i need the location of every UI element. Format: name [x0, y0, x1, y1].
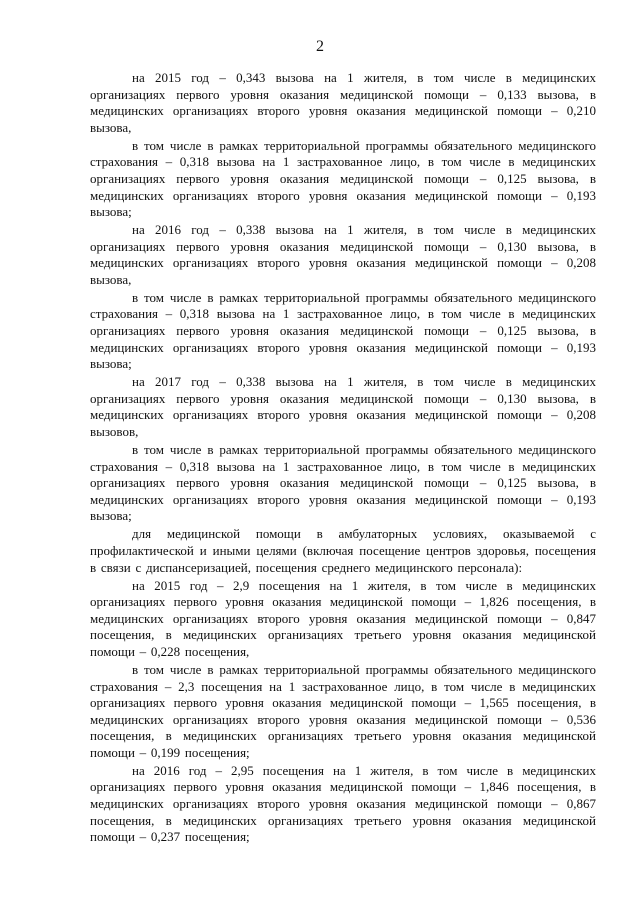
paragraph: на 2016 год – 0,338 вызова на 1 жителя, в том числе в медицинских организациях первого уровня оказания медицинской помощи – 0,130 вызова, в медицинских организациях второго уровня оказания медицинской помощи – 0,208 вызова,	[90, 222, 596, 287]
paragraph: в том числе в рамках территориальной программы обязательного медицинского страхования – 0,318 вызова на 1 застрахованное лицо, в том числе в медицинских организациях первого уровня оказания медицинской помощи – 0,125 вызова, в медицинских организациях второго уровня оказания медицинской помощи – 0,193 вызова;	[90, 137, 596, 220]
page-number: 2	[316, 38, 324, 55]
paragraph: в том числе в рамках территориальной программы обязательного медицинского страхования – 0,318 вызова на 1 застрахованное лицо, в том числе в медицинских организациях первого уровня оказания медицинской помощи – 0,125 вызова, в медицинских организациях второго уровня оказания медицинской помощи – 0,193 вызова;	[90, 442, 596, 524]
paragraph: на 2015 год – 0,343 вызова на 1 жителя, в том числе в медицинских организациях первого уровня оказания медицинской помощи – 0,133 вызова, в медицинских организациях второго уровня оказания медицинской помощи – 0,210 вызова,	[90, 70, 596, 135]
paragraph: в том числе в рамках территориальной программы обязательного медицинского страхования – 2,3 посещения на 1 застрахованное лицо, в том числе в медицинских организациях первого уровня оказания медицинской помощи – 1,565 посещения, в медицинских организациях второго уровня оказания медицинской помощи – 0,536 посещения, в медицинских организациях третьего уровня оказания медицинской помощи – 0,199 посещения;	[90, 661, 596, 760]
document-body	[90, 70, 596, 847]
paragraph: на 2015 год – 2,9 посещения на 1 жителя, в том числе в медицинских организациях первого уровня оказания медицинской помощи – 1,826 посещения, в медицинских организациях второго уровня оказания медицинской помощи – 0,847 посещения, в медицинских организациях третьего уровня оказания медицинской помощи – 0,228 посещения,	[90, 577, 596, 659]
paragraph: для медицинской помощи в амбулаторных условиях, оказываемой с профилактической и иными целями (включая посещение центров здоровья, посещения в связи с диспансеризацией, посещения среднего медицинского персонала):	[90, 526, 596, 575]
paragraph: в том числе в рамках территориальной программы обязательного медицинского страхования – 0,318 вызова на 1 застрахованное лицо, в том числе в медицинских организациях первого уровня оказания медицинской помощи – 0,125 вызова, в медицинских организациях второго уровня оказания медицинской помощи – 0,193 вызова;	[90, 289, 596, 372]
paragraph: на 2017 год – 0,338 вызова на 1 жителя, в том числе в медицинских организациях первого уровня оказания медицинской помощи – 0,130 вызова, в медицинских организациях второго уровня оказания медицинской помощи – 0,208 вызовов,	[90, 374, 596, 440]
paragraph: на 2016 год – 2,95 посещения на 1 жителя, в том числе в медицинских организациях первого уровня оказания медицинской помощи – 1,846 посещения, в медицинских организациях второго уровня оказания медицинской помощи – 0,867 посещения, в медицинских организациях третьего уровня оказания медицинской помощи – 0,237 посещения;	[90, 762, 596, 845]
